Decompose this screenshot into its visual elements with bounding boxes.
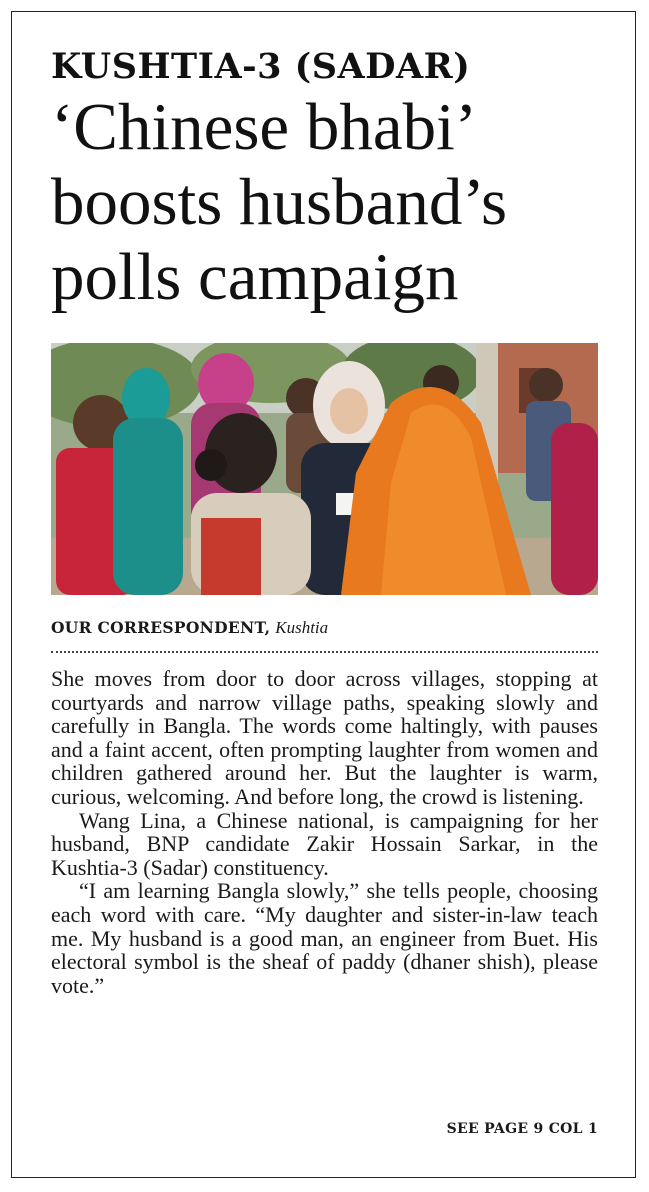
byline-location: Kushtia (275, 618, 329, 637)
byline-author: OUR CORRESPONDENT, (51, 618, 271, 637)
continued-jump-link[interactable]: SEE PAGE 9 COL 1 (446, 1121, 598, 1137)
byline (51, 617, 328, 639)
kicker: KUSHTIA-3 (SADAR) (51, 46, 471, 87)
dotted-divider (51, 651, 598, 653)
paragraph: Wang Lina, a Chinese national, is campaigning for her husband, BNP candidate Zakir Hossain Sarkar, in the Kushtia-3 (Sadar) constituency. (51, 807, 598, 880)
paragraph: “I am learning Bangla slowly,” she tells people, choosing each word with care. “My daughter and sister-in-law teach me. My husband is a good man, an engineer from Buet. His electoral symbol is the sheaf of paddy (dhaner shish), please vote.” (51, 878, 598, 998)
headline-line: boosts husband’s (51, 165, 508, 239)
headline-line: polls campaign (51, 240, 459, 314)
paragraph: She moves from door to door across villages, stopping at courtyards and narrow village paths, speaking slowly and carefully in Bangla. The words come haltingly, with pauses and a faint accent, often prompting laughter from women and children gathered around her. But the laughter is warm, curious, welcoming. And before long, the crowd is listening. (51, 666, 598, 809)
article-body (51, 667, 598, 997)
article-photo (51, 343, 598, 595)
headline-line: ‘Chinese bhabi’ (51, 90, 478, 164)
headline (51, 90, 611, 315)
